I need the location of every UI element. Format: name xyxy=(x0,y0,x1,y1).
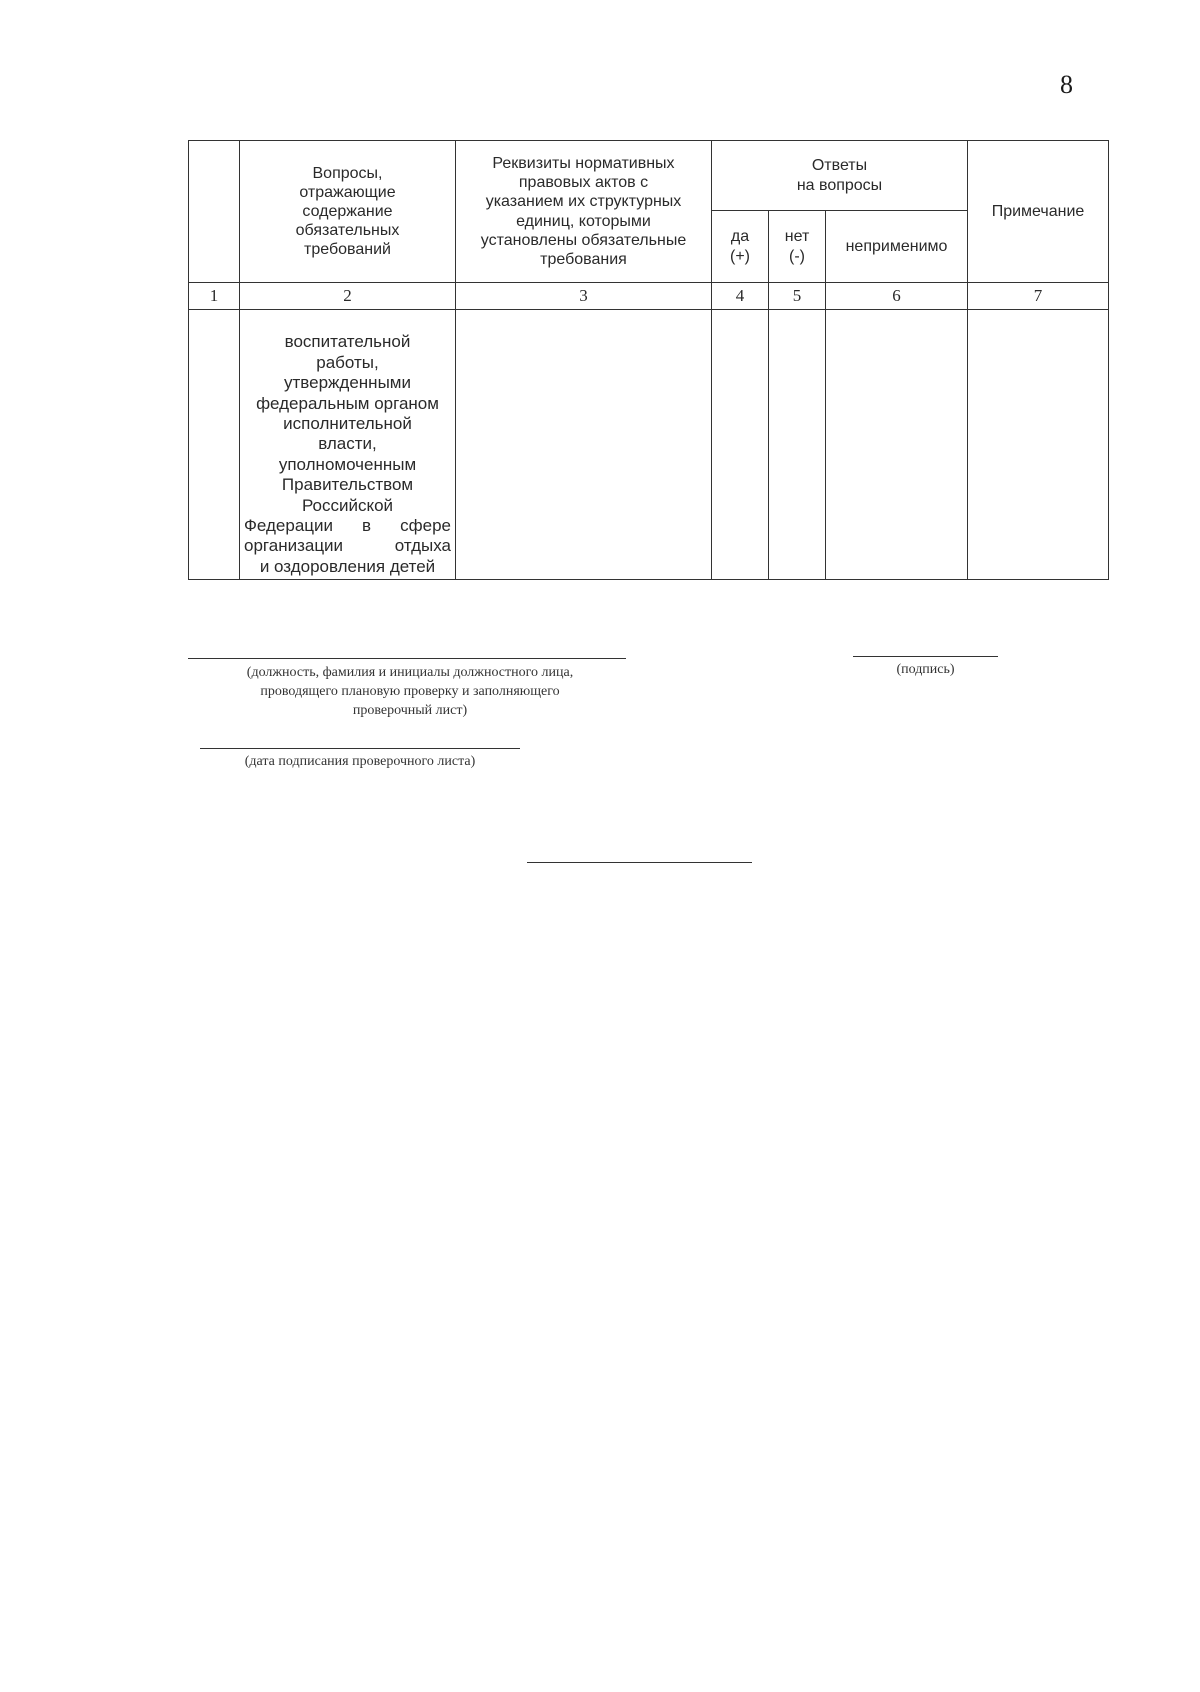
date-caption: (дата подписания проверочного листа) xyxy=(244,754,476,769)
question-cell xyxy=(240,310,456,580)
question-line: работы, xyxy=(316,352,379,372)
question-line: федеральным органом xyxy=(256,393,439,413)
column-number-2: 2 xyxy=(240,283,456,310)
header-col1-cell xyxy=(189,141,240,283)
note-cell xyxy=(968,310,1109,580)
answer-yes-cell xyxy=(712,310,769,580)
answer-not-applicable-cell xyxy=(826,310,968,580)
column-number-3: 3 xyxy=(456,283,712,310)
official-signature-line xyxy=(188,658,626,659)
signature-line xyxy=(853,656,998,657)
question-line: воспитательной xyxy=(284,332,411,352)
question-line: Федерации в сфере xyxy=(244,515,451,535)
question-line: и оздоровления детей xyxy=(259,556,436,576)
question-line: организации отдыха xyxy=(244,536,451,556)
checklist-table xyxy=(188,140,1109,580)
header-answers-group-cell: Ответы на вопросы xyxy=(712,141,968,211)
question-line: власти, xyxy=(318,434,377,454)
date-signature-line xyxy=(200,748,520,749)
header-yes-cell: да (+) xyxy=(712,211,769,283)
question-line: утвержденными xyxy=(284,373,411,393)
column-number-6: 6 xyxy=(826,283,968,310)
column-numbers-row xyxy=(189,283,1109,310)
header-no-cell: нет (-) xyxy=(769,211,826,283)
header-note-cell: Примечание xyxy=(968,141,1109,283)
page-number: 8 xyxy=(1060,70,1073,99)
requisites-cell xyxy=(456,310,712,580)
column-number-1: 1 xyxy=(189,283,240,310)
column-number-7: 7 xyxy=(968,283,1109,310)
question-line: Правительством xyxy=(281,475,414,495)
official-caption: (должность, фамилия и инициалы должностного лица, проводящего плановую проверку и заполняющего проверочный лист) xyxy=(246,665,574,718)
header-requisites-cell: Реквизиты нормативных правовых актов с указанием их структурных единиц, которыми установлены обязательные требования xyxy=(456,141,712,283)
end-divider-line xyxy=(527,862,752,863)
column-number-5: 5 xyxy=(769,283,826,310)
column-number-4: 4 xyxy=(712,283,769,310)
header-not-applicable-cell: неприменимо xyxy=(826,211,968,283)
table-row xyxy=(189,310,1109,580)
header-row-top xyxy=(189,141,1109,211)
answer-no-cell xyxy=(769,310,826,580)
header-questions-cell: Вопросы, отражающие содержание обязательных требований xyxy=(240,141,456,283)
question-line: исполнительной xyxy=(283,413,412,433)
question-line: уполномоченным xyxy=(278,454,417,474)
question-line: Российской xyxy=(301,495,394,515)
row-number-cell xyxy=(189,310,240,580)
signature-caption: (подпись) xyxy=(896,662,955,677)
